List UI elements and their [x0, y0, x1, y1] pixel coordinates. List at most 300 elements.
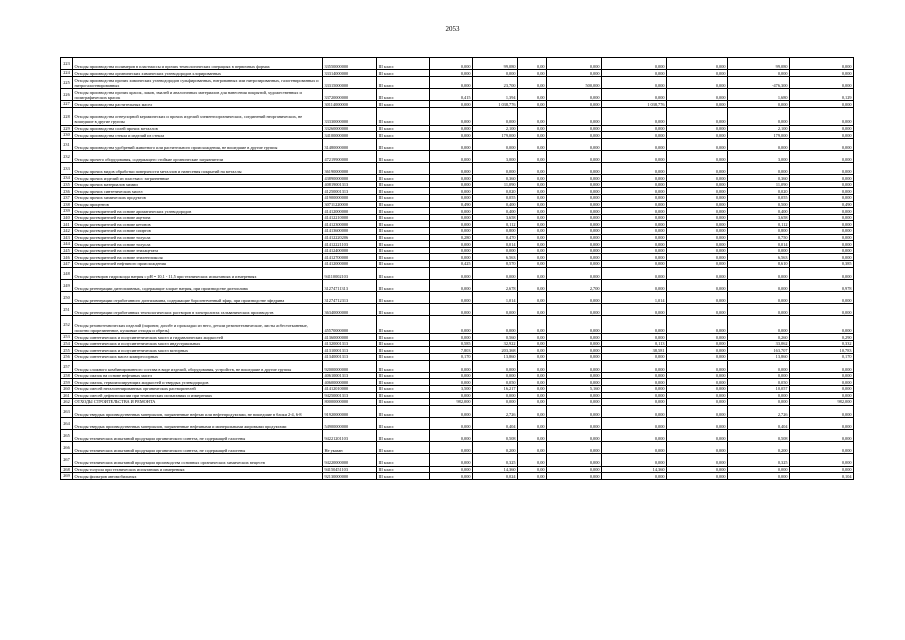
- row-number: 224: [61, 70, 73, 77]
- waste-name: Отходы смазок, гермоизолирующих жидкостей и твердых углеводородов: [73, 379, 323, 386]
- value-start: 0,415: [430, 88, 473, 100]
- value-neutralized: 0,000: [667, 405, 728, 417]
- value-neutralized: 0,000: [667, 316, 728, 334]
- table-row: [61, 340, 854, 347]
- value-transferred: 0,000: [547, 195, 602, 202]
- value-neutralized: 0,000: [667, 399, 728, 406]
- value-transferred: 0,000: [547, 360, 602, 372]
- value-transferred: 0,000: [547, 466, 602, 473]
- value-transferred: 0,000: [547, 340, 602, 347]
- value-placed: 0,000: [728, 101, 790, 108]
- value-utilized: 0,000: [602, 247, 667, 254]
- fkko-code: 33315000000: [323, 76, 377, 88]
- value-end: 0,000: [790, 221, 854, 228]
- value-generated: 179,000: [473, 132, 518, 139]
- row-number: 249: [61, 279, 73, 291]
- value-transferred: 0,000: [547, 58, 602, 70]
- row-number: 229: [61, 125, 73, 132]
- value-neutralized: 0,000: [667, 385, 728, 392]
- table-body: [61, 58, 854, 480]
- value-utilized: 0,000: [602, 334, 667, 341]
- value-transferred: 0,000: [547, 107, 602, 125]
- waste-name: Отходы производства органических химических углеводородов хлорированных: [73, 70, 323, 77]
- row-number: 232: [61, 150, 73, 162]
- value-received: 0,00: [518, 466, 547, 473]
- value-start: 0,490: [430, 201, 473, 208]
- waste-name: Отходы прочих материалов химии: [73, 181, 323, 188]
- value-placed: 0,050: [728, 379, 790, 386]
- value-end: 0,129: [790, 88, 854, 100]
- value-neutralized: 0,000: [667, 234, 728, 241]
- row-number: 245: [61, 247, 73, 254]
- value-end: 0,000: [790, 195, 854, 202]
- table-row: [61, 201, 854, 208]
- value-neutralized: 0,000: [667, 70, 728, 77]
- value-end: 0,000: [790, 392, 854, 399]
- value-utilized: 0,000: [602, 473, 667, 480]
- hazard-class: III класс: [377, 150, 430, 162]
- value-start: 0,000: [430, 181, 473, 188]
- value-utilized: 0,000: [602, 454, 667, 466]
- value-start: 0,000: [430, 132, 473, 139]
- table-row: [61, 405, 854, 417]
- value-received: 0,00: [518, 241, 547, 248]
- value-generated: 0,400: [473, 208, 518, 215]
- table-row: [61, 347, 854, 354]
- value-received: 0,00: [518, 201, 547, 208]
- value-neutralized: 0,000: [667, 247, 728, 254]
- hazard-class: III класс: [377, 334, 430, 341]
- value-transferred: 0,000: [547, 221, 602, 228]
- value-utilized: 0,000: [602, 385, 667, 392]
- value-utilized: 0,000: [602, 442, 667, 454]
- row-number: 241: [61, 221, 73, 228]
- value-start: 0,000: [430, 188, 473, 195]
- value-generated: 0,508: [473, 430, 518, 442]
- fkko-code: 41412220206: [323, 234, 377, 241]
- fkko-code: 94220000000: [323, 454, 377, 466]
- table-row: [61, 181, 854, 188]
- value-received: 0,00: [518, 385, 547, 392]
- value-generated: 0,800: [473, 228, 518, 235]
- fkko-code: 41413600000: [323, 228, 377, 235]
- fkko-code: 94110002103: [323, 267, 377, 279]
- value-start: 0,000: [430, 379, 473, 386]
- value-utilized: 0,000: [602, 163, 667, 175]
- value-utilized: 0,000: [602, 267, 667, 279]
- value-received: 0,00: [518, 234, 547, 241]
- value-placed: 0,800: [728, 228, 790, 235]
- value-end: 10,783: [790, 347, 854, 354]
- table-row: [61, 291, 854, 303]
- value-transferred: 0,000: [547, 405, 602, 417]
- waste-name: Отходы сложного комбинированного состава в виде изделий, оборудования, устройств, не вошедшие в другие группы: [73, 360, 323, 372]
- row-number: 266: [61, 442, 73, 454]
- fkko-code: 41412000000: [323, 208, 377, 215]
- value-placed: 0,260: [728, 334, 790, 341]
- value-generated: 0,360: [473, 175, 518, 182]
- value-neutralized: 0,000: [667, 454, 728, 466]
- fkko-code: 54900000000: [323, 417, 377, 429]
- value-generated: 0,200: [473, 442, 518, 454]
- value-transferred: 0,000: [547, 175, 602, 182]
- value-start: 0,000: [430, 442, 473, 454]
- value-utilized: 0,000: [602, 279, 667, 291]
- value-start: 0,000: [430, 291, 473, 303]
- value-placed: 0,000: [728, 466, 790, 473]
- value-received: 0,00: [518, 254, 547, 261]
- value-start: 0,000: [430, 360, 473, 372]
- fkko-code: 36340000000: [323, 304, 377, 316]
- row-number: 247: [61, 261, 73, 268]
- value-start: 0,000: [430, 241, 473, 248]
- value-transferred: 0,000: [547, 304, 602, 316]
- value-generated: 0,000: [473, 267, 518, 279]
- value-received: 0,00: [518, 392, 547, 399]
- value-end: 0,000: [790, 360, 854, 372]
- value-received: 0,00: [518, 454, 547, 466]
- hazard-class: III класс: [377, 442, 430, 454]
- value-transferred: 0,000: [547, 353, 602, 360]
- waste-name: Отходы растворителей на основе ароматических углеводородов: [73, 208, 323, 215]
- value-transferred: 0,000: [547, 70, 602, 77]
- value-received: 0,00: [518, 107, 547, 125]
- row-number: 248: [61, 267, 73, 279]
- value-utilized: 0,000: [602, 150, 667, 162]
- value-transferred: 0,000: [547, 399, 602, 406]
- value-received: 0,00: [518, 334, 547, 341]
- value-generated: 0,000: [473, 372, 518, 379]
- fkko-code: 41900000000: [323, 195, 377, 202]
- value-received: 0,00: [518, 125, 547, 132]
- fkko-code: 40819001313: [323, 181, 377, 188]
- value-received: 0,00: [518, 473, 547, 480]
- row-number: 242: [61, 228, 73, 235]
- value-neutralized: 0,000: [667, 58, 728, 70]
- value-neutralized: 0,000: [667, 466, 728, 473]
- waste-name: Отходы производства прочих химических углеводородов сульфированных, нитрованных или нитрозированных, галогенированных и нитрогалогенированных: [73, 76, 323, 88]
- value-neutralized: 0,000: [667, 379, 728, 386]
- table-row: [61, 279, 854, 291]
- waste-name: Отходы смесей негалогенированных органических растворителей: [73, 385, 323, 392]
- value-transferred: 0,000: [547, 254, 602, 261]
- row-number: 227: [61, 101, 73, 108]
- waste-name: Отходы растворов гидроксида натрия с рН = 10,1 - 11,5 при технических испытаниях и измерениях: [73, 267, 323, 279]
- hazard-class: III класс: [377, 417, 430, 429]
- waste-name: ОТХОДЫ СТРОИТЕЛЬСТВА И РЕМОНТА: [73, 399, 323, 406]
- fkko-code: 36190000000: [323, 163, 377, 175]
- value-end: 0,000: [790, 70, 854, 77]
- value-placed: 0,000: [728, 267, 790, 279]
- fkko-code: 41412300000: [323, 221, 377, 228]
- value-received: 0,00: [518, 150, 547, 162]
- value-end: 0,170: [790, 353, 854, 360]
- value-received: 0,00: [518, 175, 547, 182]
- waste-name: Отходы растворителей на основе толуола: [73, 241, 323, 248]
- value-transferred: 0,000: [547, 181, 602, 188]
- value-neutralized: 0,000: [667, 195, 728, 202]
- waste-name: Отходы растворителей на основе кетонов: [73, 221, 323, 228]
- value-start: 0,000: [430, 107, 473, 125]
- value-start: 0,000: [430, 392, 473, 399]
- table-row: [61, 234, 854, 241]
- value-neutralized: 0,000: [667, 76, 728, 88]
- waste-name: Отходы смазок на основе нефтяных масел: [73, 372, 323, 379]
- value-received: 0,00: [518, 347, 547, 354]
- waste-name: Отходы прочих химических продуктов: [73, 195, 323, 202]
- waste-name: Отходы синтетических масел компрессорных: [73, 353, 323, 360]
- hazard-class: III класс: [377, 76, 430, 88]
- fkko-code: 33550000000: [323, 58, 377, 70]
- value-end: 0,000: [790, 101, 854, 108]
- value-neutralized: 0,000: [667, 291, 728, 303]
- value-neutralized: 0,000: [667, 221, 728, 228]
- value-transferred: 0,000: [547, 88, 602, 100]
- value-placed: 0,500: [728, 201, 790, 208]
- waste-name: Отходы синтетических и полусинтетических масел индустриальных: [73, 340, 323, 347]
- row-number: 269: [61, 473, 73, 480]
- waste-name: Отходы производства стекла и изделий из стекла: [73, 132, 323, 139]
- value-received: 0,00: [518, 101, 547, 108]
- hazard-class: III класс: [377, 279, 430, 291]
- value-start: 0,000: [430, 175, 473, 182]
- hazard-class: III класс: [377, 58, 430, 70]
- value-generated: 8,570: [473, 261, 518, 268]
- fkko-code: 41412010000: [323, 385, 377, 392]
- fkko-code: 91920000000: [323, 405, 377, 417]
- fkko-code: Не указан: [323, 442, 377, 454]
- value-placed: 0,750: [728, 234, 790, 241]
- waste-name: Отходы синтетических и полусинтетических масел моторных: [73, 347, 323, 354]
- value-placed: 0,014: [728, 241, 790, 248]
- value-end: 0,000: [790, 454, 854, 466]
- value-start: 0,000: [430, 417, 473, 429]
- value-neutralized: 0,000: [667, 473, 728, 480]
- value-start: 0,000: [430, 163, 473, 175]
- value-generated: 0,404: [473, 417, 518, 429]
- value-neutralized: 0,000: [667, 125, 728, 132]
- value-transferred: 0,000: [547, 454, 602, 466]
- value-neutralized: 0,000: [667, 107, 728, 125]
- hazard-class: III класс: [377, 385, 430, 392]
- value-received: 0,00: [518, 316, 547, 334]
- value-generated: 1 038,776: [473, 101, 518, 108]
- value-end: 0,490: [790, 201, 854, 208]
- row-number: 246: [61, 254, 73, 261]
- value-utilized: 1 038,776: [602, 101, 667, 108]
- value-received: 0,00: [518, 353, 547, 360]
- fkko-code: 41412400000: [323, 247, 377, 254]
- row-number: 226: [61, 88, 73, 100]
- value-placed: 0,200: [728, 442, 790, 454]
- table-row: [61, 442, 854, 454]
- table-row: [61, 208, 854, 215]
- fkko-code: 30114000000: [323, 101, 377, 108]
- fkko-code: 33720000000: [323, 88, 377, 100]
- value-utilized: 0,000: [602, 125, 667, 132]
- value-start: 0,000: [430, 316, 473, 334]
- hazard-class: III класс: [377, 405, 430, 417]
- value-generated: 3,000: [473, 150, 518, 162]
- waste-name: Отходы регенерации дизтопливных, содержащие хлорат натрия, при производстве дизтоплива: [73, 279, 323, 291]
- value-utilized: 0,000: [602, 132, 667, 139]
- value-transferred: 0,000: [547, 241, 602, 248]
- value-transferred: 0,000: [547, 247, 602, 254]
- value-start: 0,000: [430, 473, 473, 480]
- waste-name: Отходы прочих видов обработки поверхности металлов и нанесения покрытий на металлы: [73, 163, 323, 175]
- value-start: 0,170: [430, 353, 473, 360]
- value-received: 0,00: [518, 132, 547, 139]
- fkko-code: 92000000000: [323, 360, 377, 372]
- value-transferred: 0,000: [547, 163, 602, 175]
- row-number: 250: [61, 291, 73, 303]
- value-transferred: 0,000: [547, 214, 602, 221]
- value-neutralized: 0,000: [667, 372, 728, 379]
- value-end: 0,000: [790, 214, 854, 221]
- table-row: [61, 241, 854, 248]
- row-number: 228: [61, 107, 73, 125]
- value-utilized: 0,000: [602, 372, 667, 379]
- value-end: 0,000: [790, 466, 854, 473]
- value-utilized: 0,000: [602, 241, 667, 248]
- value-end: 0,000: [790, 228, 854, 235]
- table-row: [61, 70, 854, 77]
- value-received: 0,00: [518, 360, 547, 372]
- value-placed: 0,000: [728, 279, 790, 291]
- table-row: [61, 254, 854, 261]
- hazard-class: III класс: [377, 473, 430, 480]
- value-start: 0,000: [430, 214, 473, 221]
- value-placed: 99,080: [728, 58, 790, 70]
- value-generated: 0,000: [473, 138, 518, 150]
- table-row: [61, 304, 854, 316]
- value-neutralized: 0,000: [667, 442, 728, 454]
- value-start: 0,585: [430, 340, 473, 347]
- value-received: 0,00: [518, 430, 547, 442]
- table-row: [61, 214, 854, 221]
- value-received: 0,00: [518, 76, 547, 88]
- value-neutralized: 0,000: [667, 138, 728, 150]
- value-utilized: 0,000: [602, 353, 667, 360]
- waste-name: Отходы растворителей на основе этилацетата: [73, 247, 323, 254]
- waste-name: Отходы производства солей прочих металлов: [73, 125, 323, 132]
- value-start: 0,000: [430, 466, 473, 473]
- value-transferred: 0,000: [547, 101, 602, 108]
- fkko-code: 94250001313: [323, 392, 377, 399]
- fkko-code: 33330000000: [323, 107, 377, 125]
- value-neutralized: 0,000: [667, 175, 728, 182]
- value-utilized: 0,000: [602, 430, 667, 442]
- value-utilized: 0,000: [602, 417, 667, 429]
- table-row: [61, 372, 854, 379]
- value-placed: 1,680: [728, 88, 790, 100]
- value-generated: 0,400: [473, 201, 518, 208]
- value-end: 0,000: [790, 138, 854, 150]
- value-start: 0,000: [430, 138, 473, 150]
- value-start: 0,280: [430, 234, 473, 241]
- table-row: [61, 473, 854, 480]
- value-transferred: 0,000: [547, 392, 602, 399]
- value-generated: 0,000: [473, 399, 518, 406]
- value-transferred: 2,700: [547, 279, 602, 291]
- value-generated: 0,014: [473, 241, 518, 248]
- value-generated: 0,560: [473, 334, 518, 341]
- table-row: [61, 163, 854, 175]
- hazard-class: III класс: [377, 195, 430, 202]
- value-generated: 0,050: [473, 379, 518, 386]
- value-neutralized: 0,000: [667, 228, 728, 235]
- waste-register-table: [60, 57, 854, 480]
- table-row: [61, 132, 854, 139]
- table-row: [61, 101, 854, 108]
- table-row: [61, 417, 854, 429]
- value-generated: 2,726: [473, 405, 518, 417]
- value-start: 0,000: [430, 228, 473, 235]
- value-start: 0,000: [430, 101, 473, 108]
- value-end: 0,000: [790, 247, 854, 254]
- hazard-class: III класс: [377, 454, 430, 466]
- row-number: 253: [61, 334, 73, 341]
- value-transferred: 0,000: [547, 347, 602, 354]
- value-received: 0,00: [518, 442, 547, 454]
- value-utilized: 0,000: [602, 261, 667, 268]
- row-number: 243: [61, 234, 73, 241]
- value-utilized: 0,000: [602, 58, 667, 70]
- fkko-code: 34100000000: [323, 132, 377, 139]
- hazard-class: III класс: [377, 234, 430, 241]
- waste-name: Отходы технических испытаний продукции органического синтеза, не содержащей галогены: [73, 430, 323, 442]
- value-end: 0,000: [790, 316, 854, 334]
- value-placed: 0,000: [728, 360, 790, 372]
- value-utilized: 0,000: [602, 195, 667, 202]
- value-end: 0,000: [790, 188, 854, 195]
- waste-name: Отходы производства прочих красок, лаков, эмалей и аналогичных материалов для нанесения покрытий, художественных и полиграфических красок: [73, 88, 323, 100]
- value-received: 0,00: [518, 228, 547, 235]
- hazard-class: III класс: [377, 88, 430, 100]
- value-end: 0,104: [790, 473, 854, 480]
- table-row: [61, 454, 854, 466]
- value-end: 0,000: [790, 76, 854, 88]
- value-utilized: 0,000: [602, 181, 667, 188]
- table-row: [61, 385, 854, 392]
- value-placed: 0,000: [728, 473, 790, 480]
- value-utilized: 0,000: [602, 175, 667, 182]
- value-placed: 3,658: [728, 214, 790, 221]
- value-end: 0,000: [790, 417, 854, 429]
- waste-name: Отходы смесей дефектоскопии при технических испытаниях и измерениях: [73, 392, 323, 399]
- value-placed: 179,000: [728, 132, 790, 139]
- value-neutralized: 0,000: [667, 417, 728, 429]
- value-end: 0,000: [790, 125, 854, 132]
- value-generated: 14,360: [473, 466, 518, 473]
- hazard-class: III класс: [377, 70, 430, 77]
- value-start: 0,000: [430, 430, 473, 442]
- value-end: 0,000: [790, 241, 854, 248]
- value-utilized: 14,360: [602, 466, 667, 473]
- hazard-class: III класс: [377, 372, 430, 379]
- hazard-class: III класс: [377, 101, 430, 108]
- value-neutralized: 0,000: [667, 360, 728, 372]
- table-row: [61, 261, 854, 268]
- row-number: 259: [61, 379, 73, 386]
- value-utilized: 0,000: [602, 304, 667, 316]
- waste-name: Отходы фильтров автомобильных: [73, 473, 323, 480]
- value-received: 0,00: [518, 267, 547, 279]
- value-placed: 0,000: [728, 247, 790, 254]
- fkko-code: 40600000000: [323, 379, 377, 386]
- value-transferred: 0,000: [547, 188, 602, 195]
- value-generated: 203,368: [473, 347, 518, 354]
